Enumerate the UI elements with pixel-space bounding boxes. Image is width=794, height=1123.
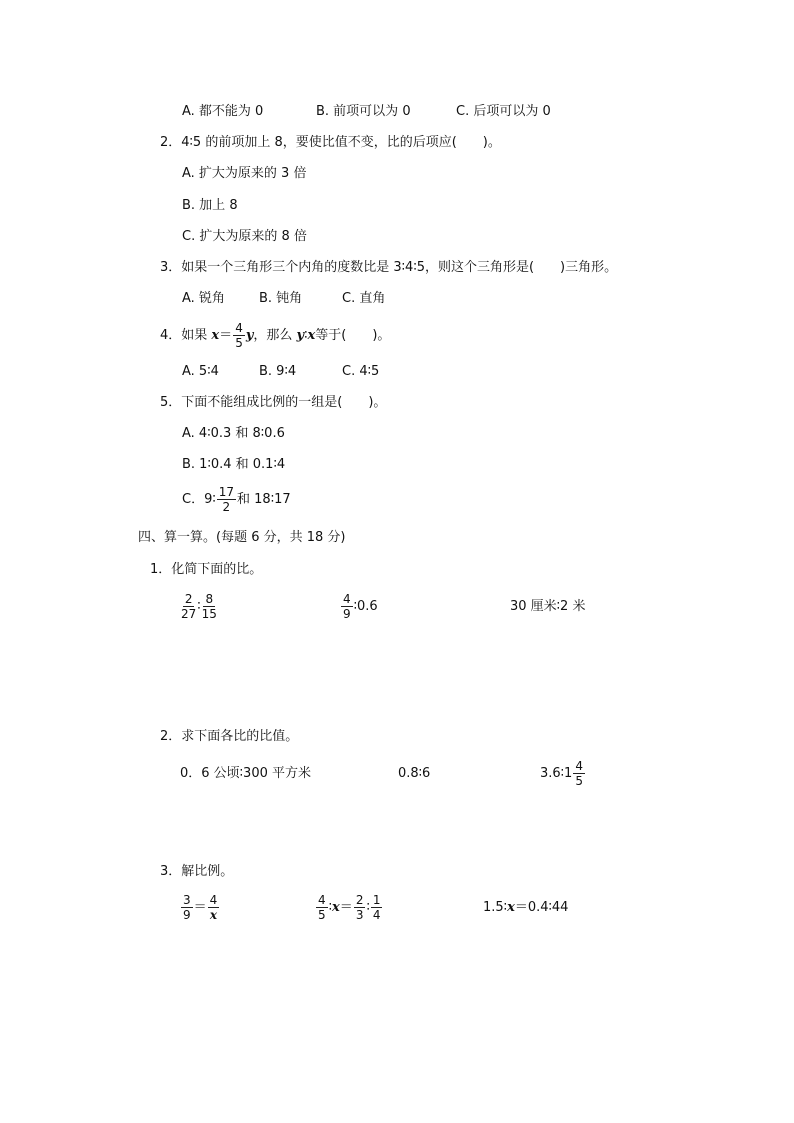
q4-option-b: B. 9∶4 — [259, 364, 297, 379]
q4-stem — [160, 320, 390, 352]
part3-e2-num3: 1 — [372, 893, 381, 907]
q5-option-c-fraction — [217, 486, 236, 513]
part1-e1-num2: 8 — [205, 592, 214, 606]
part1-e1-colon: ∶ — [197, 599, 201, 614]
part3-e3-rest: ＝0.4∶44 — [514, 900, 569, 915]
q5-option-c — [182, 484, 291, 516]
part3-e2-colon2: ∶ — [366, 900, 370, 915]
part3-e1-frac1 — [181, 894, 193, 921]
q5-option-c-num: 17 — [218, 485, 235, 499]
q5-option-b: B. 1∶0.4 和 0.1∶4 — [182, 457, 286, 472]
part3-e1-eq: ＝ — [193, 900, 207, 915]
part3-e1-num1: 3 — [183, 893, 191, 907]
q1-option-a: A. 都不能为 0 — [182, 104, 264, 119]
part3-e1-den1: 9 — [183, 908, 191, 922]
q4-fraction-den: 5 — [235, 336, 243, 350]
part3-e2-num2: 2 — [355, 893, 364, 907]
section-4-title: 四、算一算。(每题 6 分，共 18 分) — [138, 530, 346, 545]
part3-e2-x: x — [332, 900, 340, 915]
part3-expr-3 — [483, 898, 568, 918]
part2-expr-2: 0.8∶6 — [398, 766, 431, 781]
part1-expr-3: 30 厘米∶2 米 — [510, 599, 586, 614]
q5-option-c-den: 2 — [222, 500, 231, 514]
part1-expr-2 — [340, 590, 378, 624]
part2-e3-num: 4 — [575, 759, 583, 773]
q1-option-b: B. 前项可以为 0 — [316, 104, 411, 119]
part3-e2-den2: 3 — [355, 908, 364, 922]
part1-stem: 1．化简下面的比。 — [150, 562, 263, 577]
part1-e2-rest: ∶0.6 — [353, 599, 378, 614]
q4-var-x: x — [211, 328, 220, 343]
q5-option-a: A. 4∶0.3 和 8∶0.6 — [182, 426, 285, 441]
q4-var-y2: y — [296, 328, 305, 343]
part1-e1-frac2 — [202, 593, 217, 620]
q3-option-a: A. 锐角 — [182, 291, 225, 306]
part1-e1-den1: 27 — [181, 607, 197, 621]
part3-e2-frac2 — [354, 894, 366, 921]
part2-expr-3 — [540, 756, 586, 792]
q2-stem: 2．4∶5 的前项加上 8，要使比值不变，比的后项应( )。 — [160, 135, 501, 150]
part2-e3-den: 5 — [575, 774, 583, 788]
q4-option-a: A. 5∶4 — [182, 364, 219, 379]
q4-fraction-num: 4 — [235, 321, 243, 335]
q3-option-c: C. 直角 — [342, 291, 386, 306]
q4-var-x2: x — [307, 328, 316, 343]
q4-prefix: 4．如果 — [160, 328, 212, 343]
q2-option-c: C. 扩大为原来的 8 倍 — [182, 229, 307, 244]
q4-suffix: 等于( )。 — [315, 328, 391, 343]
part2-stem: 2．求下面各比的比值。 — [160, 729, 299, 744]
part1-e1-den2: 15 — [201, 607, 217, 621]
q5-option-c-suffix: 和 18∶17 — [237, 492, 291, 507]
q4-colon: ∶ — [304, 328, 308, 343]
part3-e2-num1: 4 — [318, 893, 326, 907]
part1-e1-frac1 — [181, 593, 196, 620]
part1-expr-1 — [180, 590, 218, 624]
q4-fraction — [233, 322, 245, 349]
part3-e3-prefix: 1.5∶ — [483, 900, 508, 915]
part3-e1-frac2 — [208, 894, 220, 921]
q5-stem: 5．下面不能组成比例的一组是( )。 — [160, 395, 387, 410]
part3-e2-frac1 — [316, 894, 328, 921]
q4-equals: ＝ — [219, 328, 233, 343]
q3-option-b: B. 钝角 — [259, 291, 303, 306]
part3-e1-den2: x — [209, 908, 218, 922]
part2-expr-1: 0．6 公顷∶300 平方米 — [180, 766, 312, 781]
q5-option-c-prefix: C．9∶ — [182, 492, 216, 507]
part3-e2-den1: 5 — [318, 908, 326, 922]
part2-e3-frac — [573, 760, 585, 787]
part1-e2-num: 4 — [343, 592, 351, 606]
part3-e2-den3: 4 — [372, 908, 381, 922]
part3-e2-eq: ＝ — [339, 900, 353, 915]
part2-e3-prefix: 3.6∶1 — [540, 766, 573, 781]
part1-e1-num1: 2 — [184, 592, 193, 606]
q4-middle: ，那么 — [253, 328, 297, 343]
part3-stem: 3．解比例。 — [160, 864, 234, 879]
q1-option-c: C. 后项可以为 0 — [456, 104, 551, 119]
q4-option-c: C. 4∶5 — [342, 364, 380, 379]
part3-e2-colon1: ∶ — [328, 900, 333, 915]
part3-e2-frac3 — [371, 894, 383, 921]
part3-e3-x: x — [507, 900, 515, 915]
q2-option-a: A. 扩大为原来的 3 倍 — [182, 166, 307, 181]
part3-e1-num2: 4 — [209, 893, 218, 907]
part3-expr-2 — [315, 890, 383, 926]
part3-expr-1 — [180, 890, 220, 926]
part1-e2-den: 9 — [343, 607, 351, 621]
q4-var-y: y — [245, 328, 254, 343]
q3-stem: 3．如果一个三角形三个内角的度数比是 3∶4∶5，则这个三角形是( )三角形。 — [160, 260, 618, 275]
q2-option-b: B. 加上 8 — [182, 198, 238, 213]
part1-e2-frac — [341, 593, 353, 620]
